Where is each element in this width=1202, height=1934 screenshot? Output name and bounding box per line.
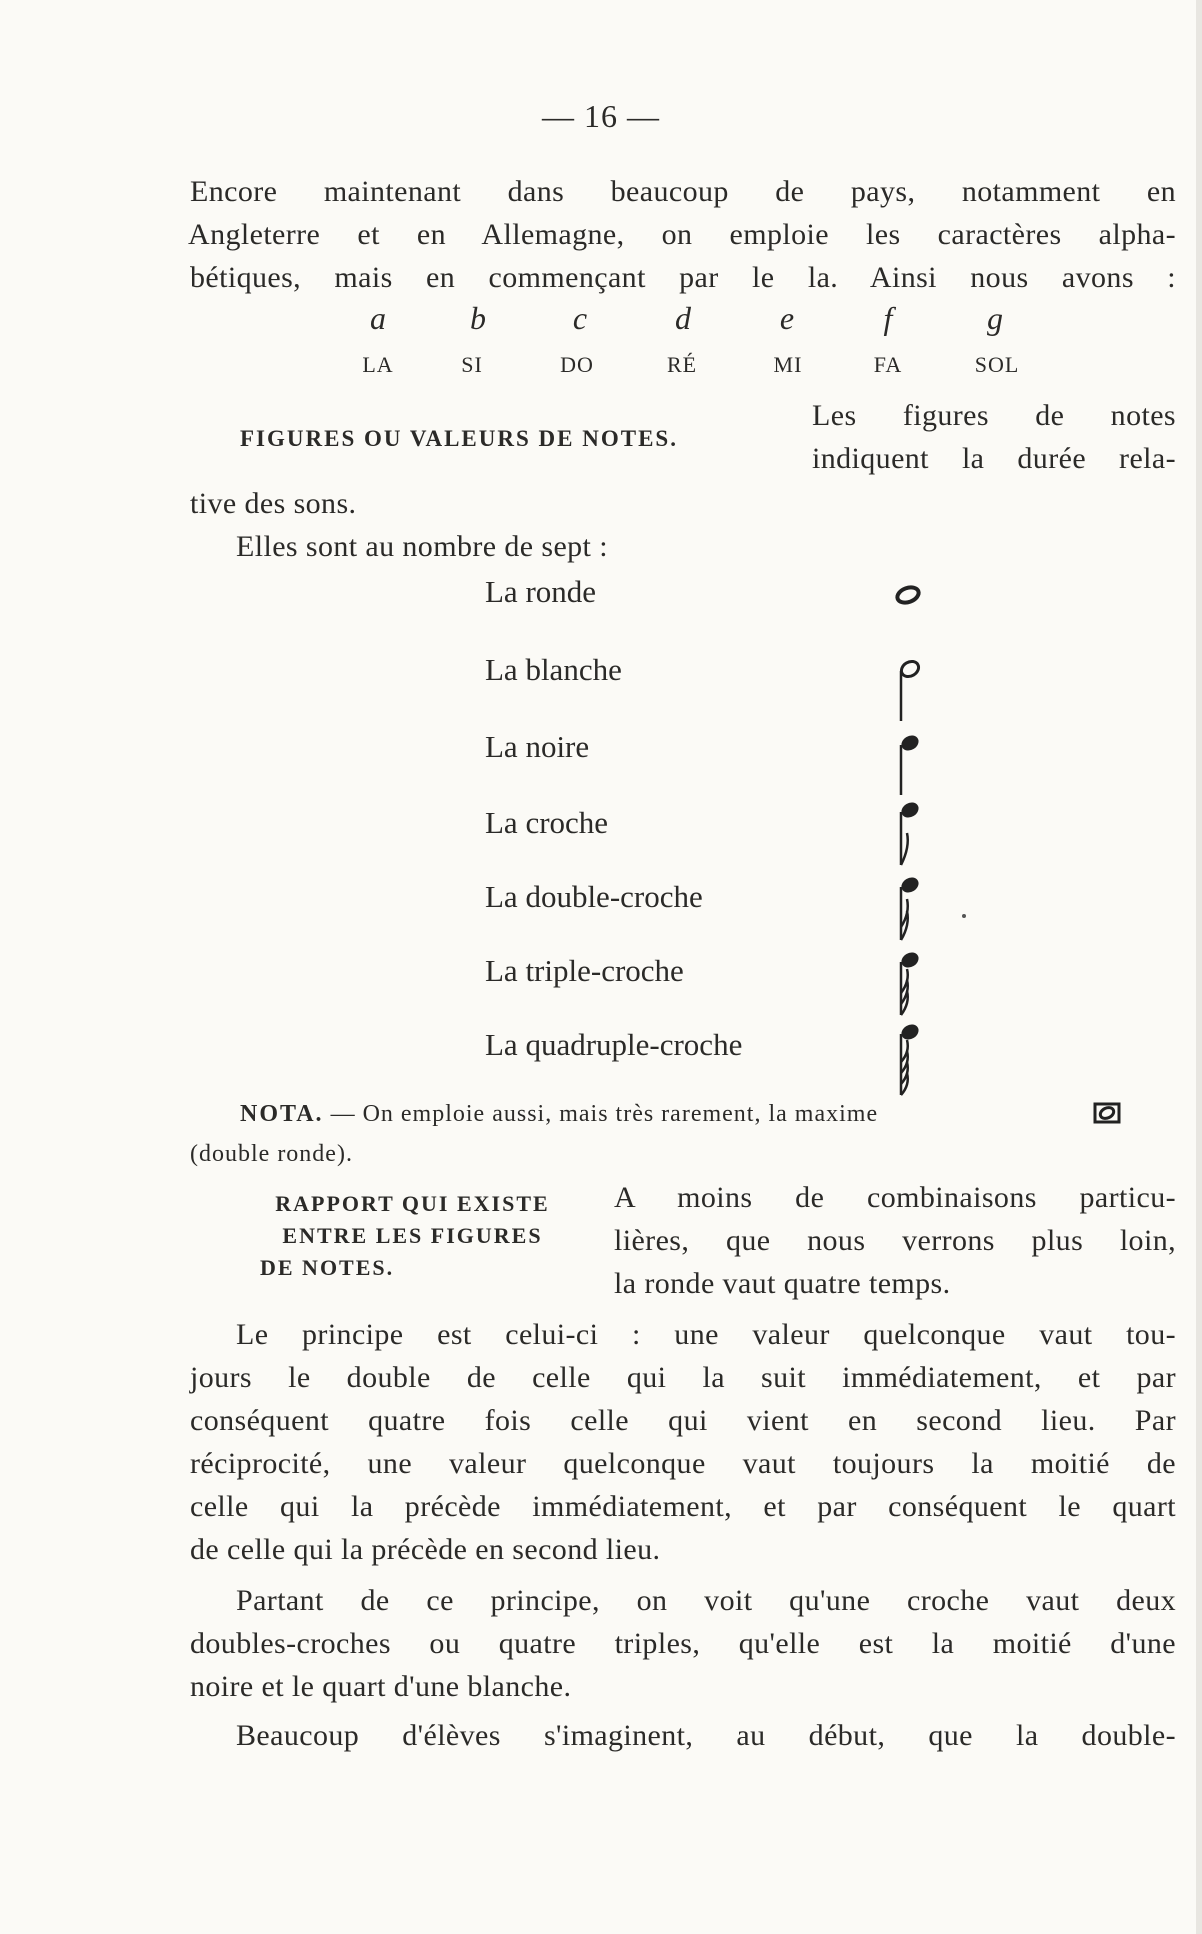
note-label-blanche: La blanche xyxy=(485,652,622,687)
section-heading-rapport xyxy=(240,1188,585,1284)
note-label-croche: La croche xyxy=(485,805,609,840)
principle-paragraph xyxy=(190,1313,1176,1571)
section2-side-line-1: A moins de combinaisons particu- xyxy=(614,1181,1176,1214)
whole-note-icon xyxy=(895,585,920,606)
section1-side-text xyxy=(812,394,1176,480)
section1-side-line-1: Les figures de notes xyxy=(812,399,1176,432)
note-label-double-croche: La double-croche xyxy=(485,879,703,914)
eighth-note-icon xyxy=(899,799,922,865)
letter-d: d xyxy=(675,300,691,336)
para2-line-4: réciprocité, une valeur quelconque vaut toujours la moitié de xyxy=(190,1447,1176,1480)
section2-heading-line-2: ENTRE LES FIGURES xyxy=(282,1223,543,1248)
section2-side-text xyxy=(614,1176,1176,1305)
note-name-si: SI xyxy=(461,352,483,377)
quarter-note-icon xyxy=(899,732,922,795)
half-note-icon xyxy=(899,658,922,721)
section1-line-4-text: Elles sont au nombre de sept : xyxy=(236,530,608,563)
note-glyphs xyxy=(890,575,930,1100)
nota-line-1: — On emploie aussi, mais très rarement, la maxime xyxy=(330,1101,879,1127)
para2-line-6: de celle qui la précède en second lieu. xyxy=(190,1533,661,1566)
note-name-mi: MI xyxy=(773,352,803,377)
partant-paragraph xyxy=(190,1579,1176,1708)
note-name-do: DO xyxy=(560,352,594,377)
para2-line-3: conséquent quatre fois celle qui vient en second lieu. Par xyxy=(190,1404,1176,1437)
letter-a: a xyxy=(370,300,386,336)
nota-line-2: (double ronde). xyxy=(190,1141,353,1167)
intro-paragraph xyxy=(190,170,1176,299)
page-edge xyxy=(1196,0,1202,1934)
sixteenth-note-icon xyxy=(899,874,922,940)
section-heading-figures: FIGURES OU VALEURS DE NOTES. xyxy=(240,426,678,451)
note-label-quadruple-croche: La quadruple-croche xyxy=(485,1027,743,1062)
section1-line-3 xyxy=(190,482,1176,525)
maxime-note-icon xyxy=(1092,1100,1122,1126)
section2-side-line-3: la ronde vaut quatre temps. xyxy=(614,1267,951,1300)
note-name-la: LA xyxy=(362,352,394,377)
para2-line-5: celle qui la précède immédiatement, et par conséquent le quart xyxy=(190,1490,1176,1523)
note-name-sol: SOL xyxy=(974,352,1020,377)
intro-line-1: Encore maintenant dans beaucoup de pays, notamment en xyxy=(190,175,1176,208)
letter-b: b xyxy=(470,300,486,336)
note-name-fa: FA xyxy=(873,352,903,377)
section1-line-3-text: tive des sons. xyxy=(190,487,357,520)
para3-line-2: doubles-croches ou quatre triples, qu'elle est la moitié d'une xyxy=(190,1627,1176,1660)
letter-f: f xyxy=(883,300,893,336)
para3-line-1: Partant de ce principe, on voit qu'une croche vaut deux xyxy=(236,1584,1176,1617)
para3-line-3: noire et le quart d'une blanche. xyxy=(190,1670,572,1703)
section2-heading-line-1: RAPPORT QUI EXISTE xyxy=(275,1191,550,1216)
para4-line-1: Beaucoup d'élèves s'imaginent, au début, que la double- xyxy=(236,1719,1176,1752)
section1-side-line-2: indiquent la durée rela- xyxy=(812,442,1176,475)
note-name-re: RÉ xyxy=(666,352,698,377)
thirty-second-note-icon xyxy=(899,949,922,1015)
letter-g: g xyxy=(987,300,1003,336)
letter-e: e xyxy=(779,300,795,336)
section2-heading-line-3: DE NOTES. xyxy=(260,1255,395,1280)
para2-line-2: jours le double de celle qui la suit immédiatement, et par xyxy=(190,1361,1176,1394)
sixty-fourth-note-icon xyxy=(899,1021,922,1095)
section2-side-line-2: lières, que nous verrons plus loin, xyxy=(614,1224,1176,1257)
intro-line-3: bétiques, mais en commençant par le la. Ainsi nous avons : xyxy=(190,261,1176,294)
note-label-ronde: La ronde xyxy=(485,574,597,609)
letter-c: c xyxy=(572,300,588,336)
page-number: — 16 — xyxy=(542,98,660,134)
section1-line-4 xyxy=(236,525,1202,568)
note-label-noire: La noire xyxy=(485,729,590,764)
alphabet-table xyxy=(0,300,1202,390)
note-label-triple-croche: La triple-croche xyxy=(485,953,684,988)
nota-label: NOTA. xyxy=(240,1101,324,1127)
beaucoup-paragraph xyxy=(190,1714,1176,1757)
intro-line-2: Angleterre et en Allemagne, on emploie les caractères alpha- xyxy=(188,218,1176,251)
speck-mark xyxy=(962,914,966,918)
para2-line-1: Le principe est celui-ci : une valeur quelconque vaut tou- xyxy=(236,1318,1176,1351)
nota-paragraph xyxy=(190,1094,1120,1174)
